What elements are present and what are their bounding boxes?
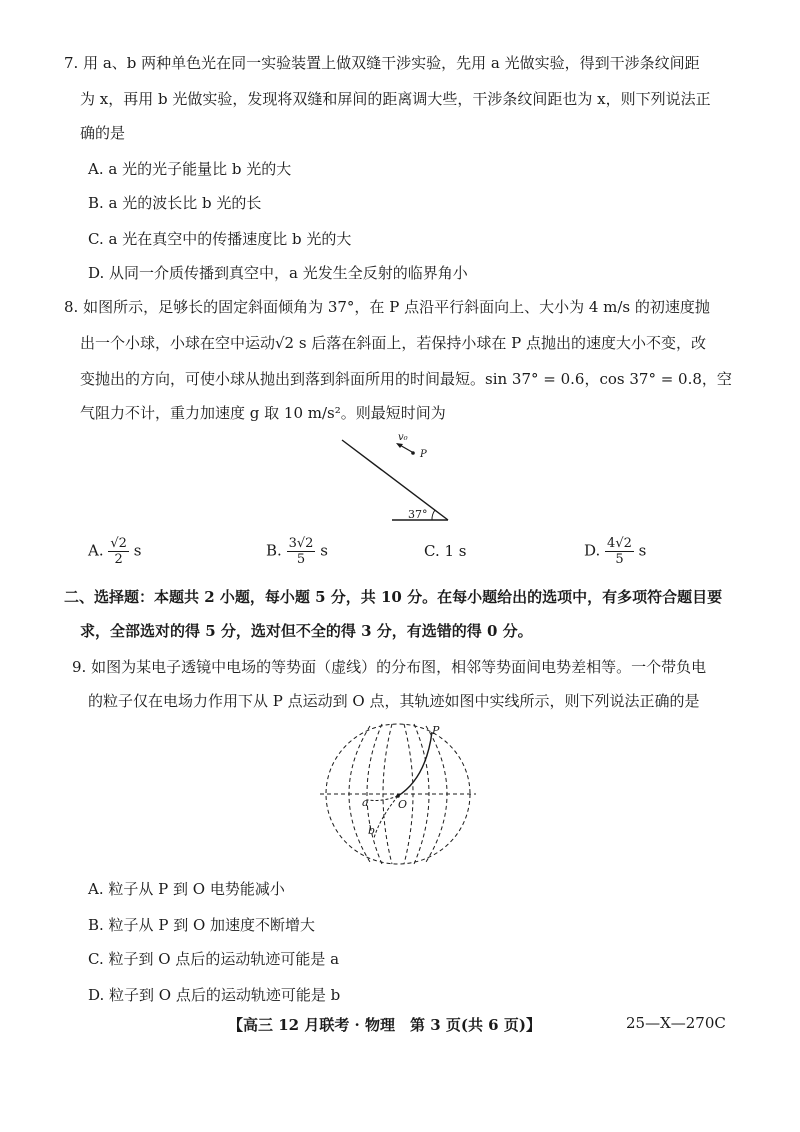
q8-stem-line-4: 气阻力不计，重力加速度 g 取 10 m/s²。则最短时间为	[80, 404, 446, 422]
q9-option-a: A. 粒子从 P 到 O 电势能减小	[88, 880, 285, 898]
incline-surface	[342, 440, 448, 520]
q8-option-c: C. 1 s	[424, 542, 467, 560]
equipotential-diagram	[318, 718, 478, 868]
q9-option-c: C. 粒子到 O 点后的运动轨迹可能是 a	[88, 950, 340, 968]
q9-stem-line-1: 9. 如图为某电子透镜中电场的等势面（虚线）的分布图，相邻等势面间电势差相等。一个带负电	[72, 658, 707, 676]
paper-code: 25—X—270C	[626, 1014, 726, 1032]
q9-option-d: D. 粒子到 O 点后的运动轨迹可能是 b	[88, 986, 341, 1004]
q7-option-b: B. a 光的波长比 b 光的长	[88, 194, 262, 212]
q9-option-b: B. 粒子从 P 到 O 加速度不断增大	[88, 916, 316, 934]
q8-stem-line-3: 变抛出的方向，可使小球从抛出到落到斜面所用的时间最短。sin 37° = 0.6，cos 37° = 0.8，空	[80, 370, 732, 388]
q8-stem-line-2: 出一个小球，小球在空中运动√2 s 后落在斜面上，若保持小球在 P 点抛出的速度大小不变，改	[80, 334, 706, 352]
angle-arc	[432, 510, 435, 520]
velocity-arrowhead	[396, 443, 403, 448]
q8-stem-line-1: 8. 如图所示，足够长的固定斜面倾角为 37°，在 P 点沿平行斜面向上、大小为 4 m/s 的初速度抛	[64, 298, 710, 316]
q7-option-d: D. 从同一介质传播到真空中，a 光发生全反射的临界角小	[88, 264, 468, 282]
point-o-label: O	[398, 798, 408, 811]
incline-diagram	[330, 430, 460, 530]
q9-stem-line-2: 的粒子仅在电场力作用下从 P 点运动到 O 点，其轨迹如图中实线所示，则下列说法正确的是	[88, 692, 700, 710]
point-p-dot	[411, 451, 415, 455]
path-b-label: b	[368, 824, 376, 837]
q8-option-a-fraction: $\frac{√2}{2}$	[110, 536, 127, 567]
point-p-label: P	[420, 449, 427, 460]
velocity-label: v₀	[398, 432, 408, 443]
page-footer-center: 【高三 12 月联考 · 物理 第 3 页(共 6 页)】	[228, 1016, 541, 1034]
q7-stem-line-2: 为 x，再用 b 光做实验，发现将双缝和屏间的距离调大些，干涉条纹间距也为 x，则下列说法正	[80, 90, 711, 108]
q7-option-c: C. a 光在真空中的传播速度比 b 光的大	[88, 230, 352, 248]
q7-stem-line-3: 确的是	[80, 124, 126, 142]
trajectory-p-to-o	[398, 732, 432, 796]
section-2-line-2: 求，全部选对的得 5 分，选对但不全的得 3 分，有选错的得 0 分。	[80, 622, 533, 640]
path-a-label: a	[362, 796, 369, 809]
q7-option-a: A. a 光的光子能量比 b 光的大	[88, 160, 292, 178]
q8-option-b: B. $\frac{3√2}{5}$ s	[266, 536, 328, 567]
q7-stem-line-1: 7. 用 a、b 两种单色光在同一实验装置上做双缝干涉实验，先用 a 光做实验，得到干涉条纹间距	[64, 54, 700, 72]
q8-option-a: A. $\frac{√2}{2}$ s	[88, 536, 142, 567]
q8-option-d: D. $\frac{4√2}{5}$ s	[584, 536, 647, 567]
section-2-line-1: 二、选择题：本题共 2 小题，每小题 5 分，共 10 分。在每小题给出的选项中，有多项符合题目要	[64, 588, 723, 606]
q8-option-d-fraction: $\frac{4√2}{5}$	[607, 536, 632, 567]
angle-label: 37°	[408, 508, 428, 521]
point-p-label: P	[432, 724, 440, 737]
q8-option-b-fraction: $\frac{3√2}{5}$	[288, 536, 314, 567]
